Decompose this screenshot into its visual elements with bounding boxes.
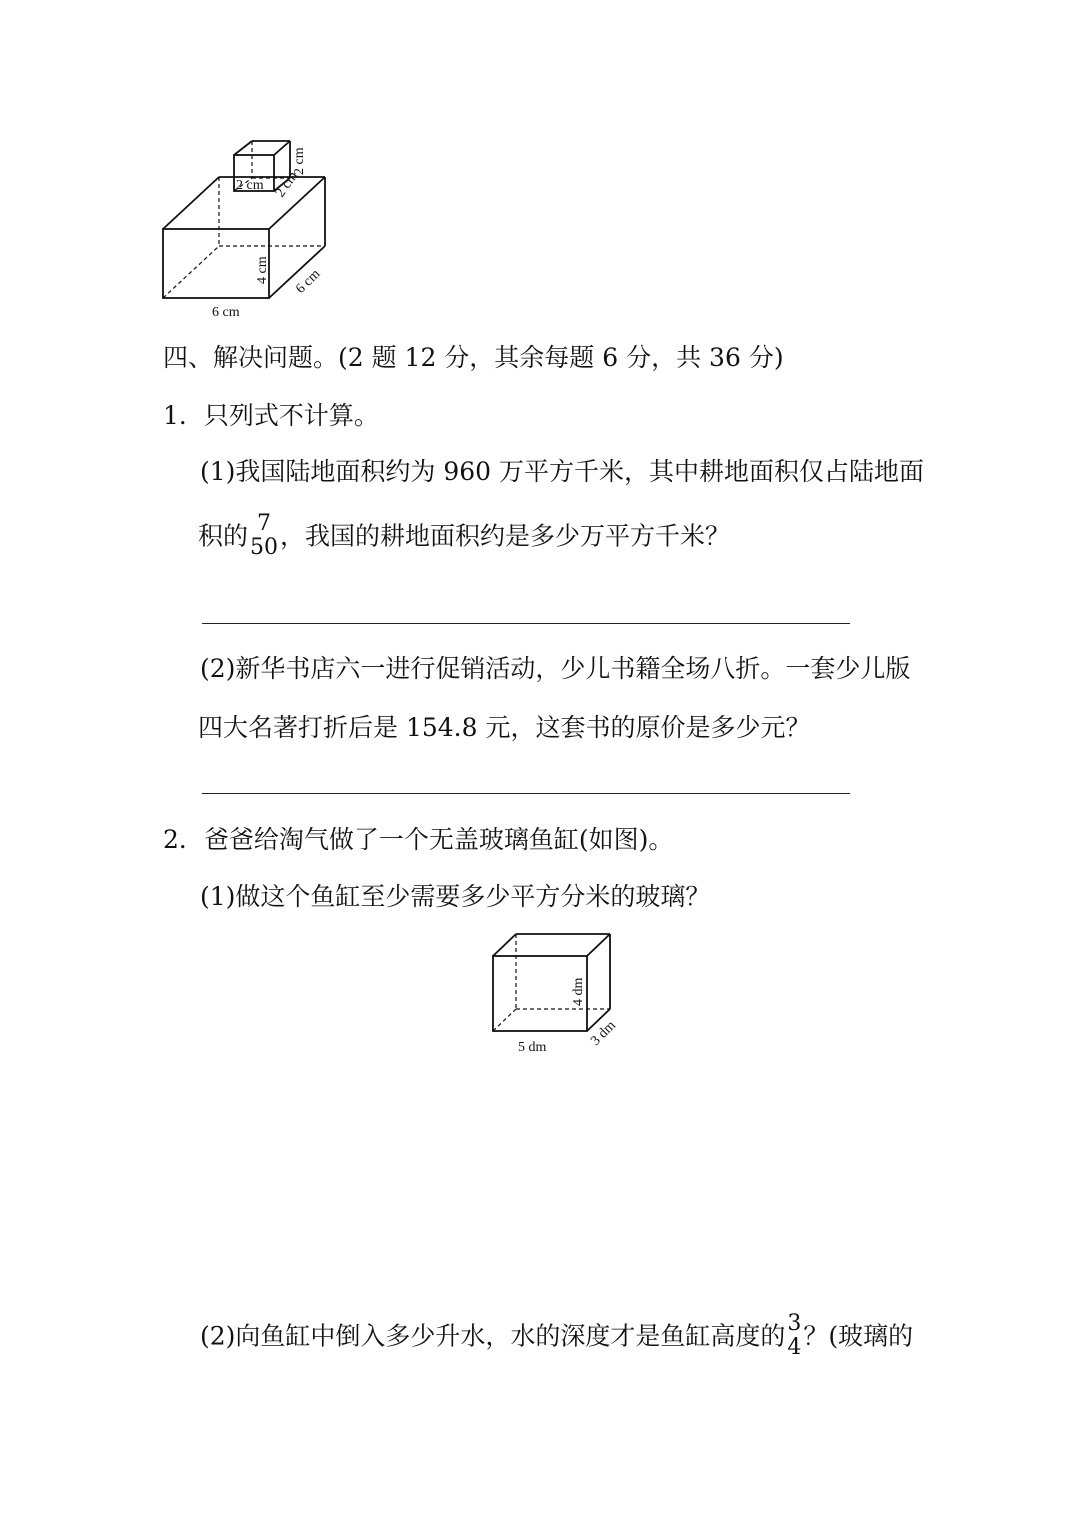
fraction-denominator: 50	[250, 535, 279, 560]
section-heading: 四、解决问题。(2 题 12 分，其余每题 6 分，共 36 分)	[163, 343, 784, 372]
answer-line-2[interactable]	[202, 793, 850, 794]
q2p2-post-text: ？(玻璃的	[803, 1321, 914, 1351]
answer-line-1[interactable]	[202, 623, 850, 624]
q2p2-pre-text: (2)向鱼缸中倒入多少升水，水的深度才是鱼缸高度的	[200, 1321, 786, 1351]
fraction-numerator: 3	[787, 1311, 802, 1336]
fraction-denominator: 4	[787, 1335, 802, 1360]
question-2-part-1: (1)做这个鱼缸至少需要多少平方分米的玻璃？	[200, 882, 711, 911]
box-height-label: 4 cm	[255, 256, 270, 284]
cube-depth-label: 2 cm	[272, 169, 302, 201]
question-2-title: 2．爸爸给淘气做了一个无盖玻璃鱼缸(如图)。	[163, 825, 674, 854]
question-1-part-2-line-1: (2)新华书店六一进行促销活动，少儿书籍全场八折。一套少儿版	[200, 654, 911, 683]
box-depth-label: 6 cm	[293, 266, 324, 297]
question-1-title: 1．只列式不计算。	[163, 401, 379, 430]
box-length-label: 6 cm	[212, 305, 240, 320]
fraction-7-50	[250, 512, 278, 560]
fraction-numerator: 7	[257, 511, 272, 536]
composite-solid-figure	[150, 130, 350, 330]
cube-height-label: 2 cm	[292, 147, 307, 175]
fraction-3-4	[787, 1312, 801, 1360]
question-2-part-2	[200, 1312, 913, 1360]
tank-depth-label: 3 dm	[588, 1018, 619, 1049]
q1p1-pre-text: 积的	[198, 521, 249, 551]
q1p1-post-text: ，我国的耕地面积约是多少万平方千米？	[280, 521, 731, 551]
question-1-part-2-line-2: 四大名著打折后是 154.8 元，这套书的原价是多少元？	[198, 713, 811, 742]
fish-tank-figure	[480, 925, 630, 1060]
question-1-part-1-line-1: (1)我国陆地面积约为 960 万平方千米，其中耕地面积仅占陆地面	[200, 457, 925, 486]
cube-width-label: 2 cm	[236, 178, 264, 193]
tank-height-label: 4 dm	[571, 977, 586, 1006]
tank-length-label: 5 dm	[518, 1040, 547, 1055]
question-1-part-1-line-2	[198, 512, 730, 560]
